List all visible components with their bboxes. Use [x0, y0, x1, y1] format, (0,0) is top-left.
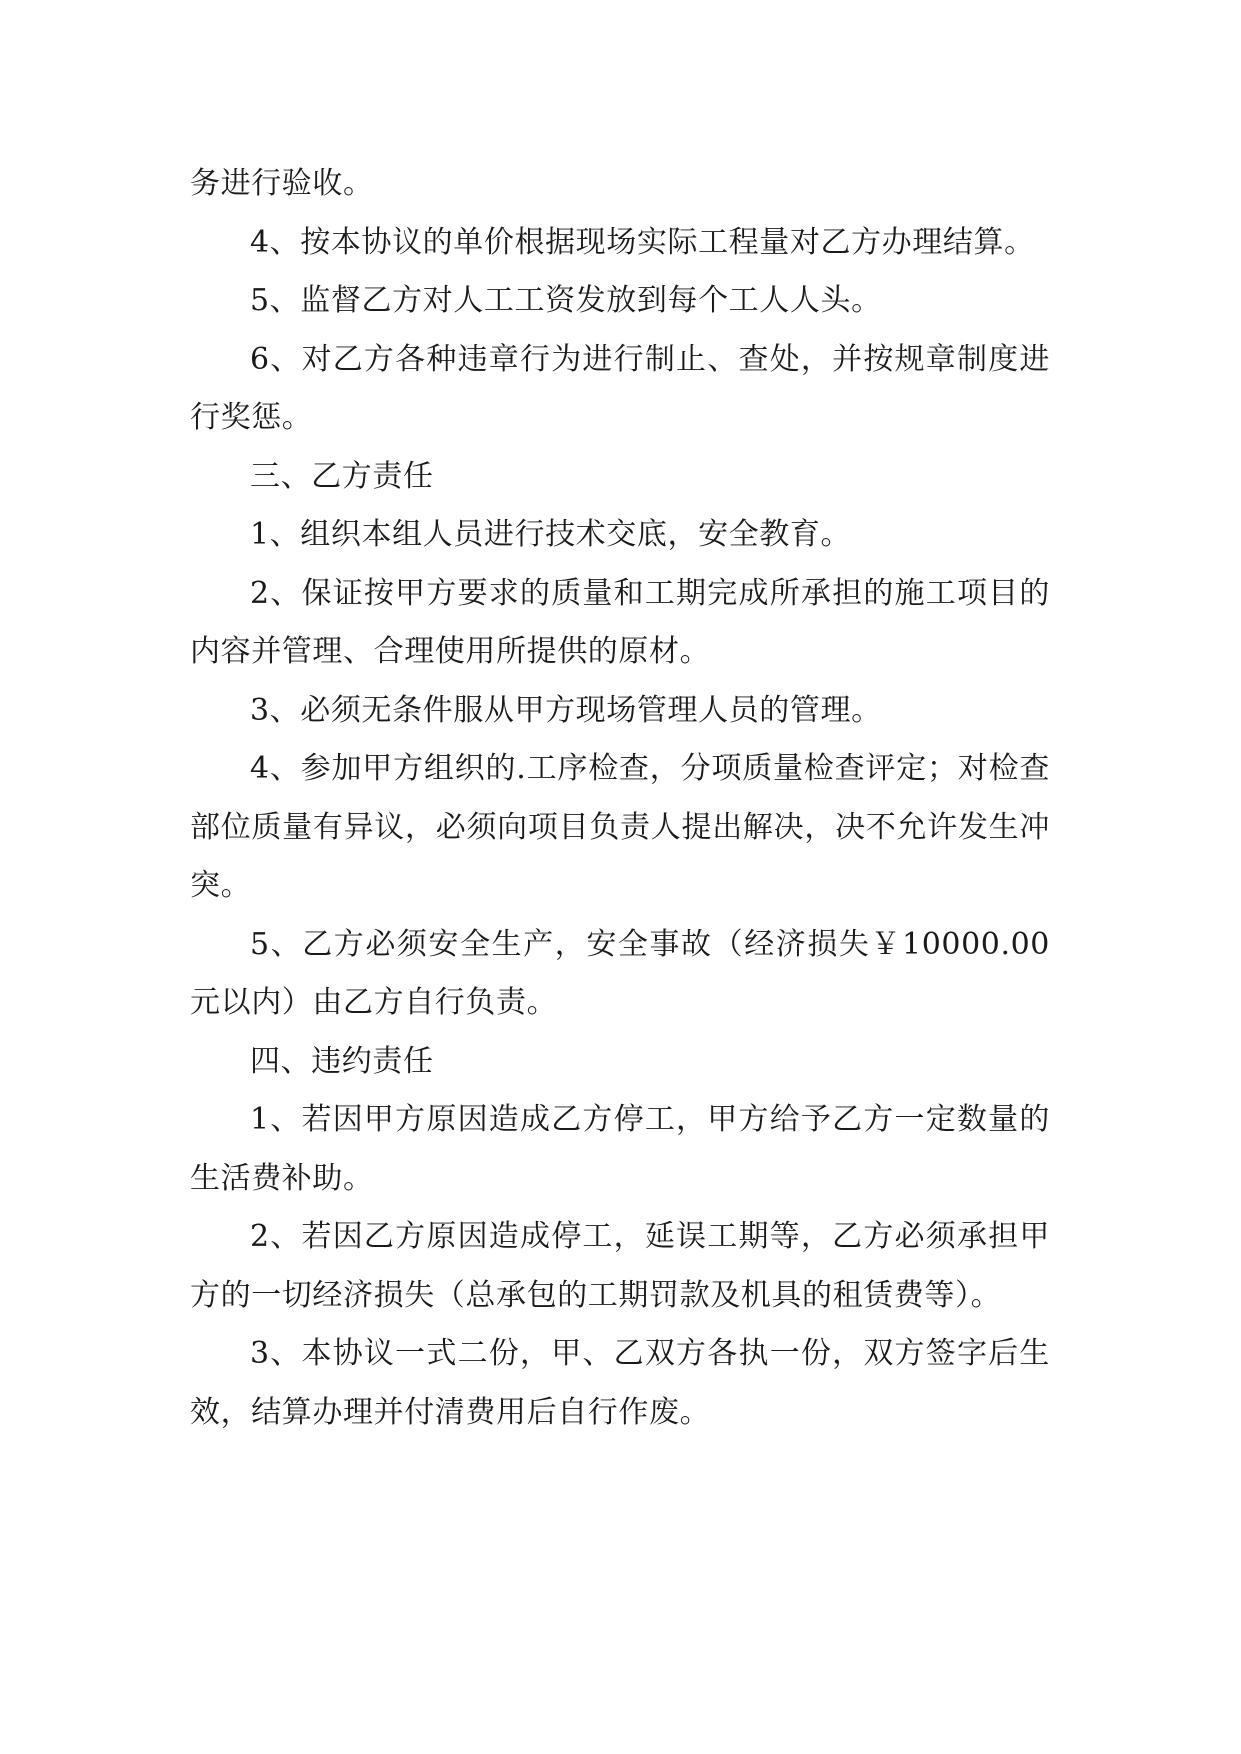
paragraph-item-6-violations: 6、对乙方各种违章行为进行制止、查处，并按规章制度进行奖惩。: [190, 341, 1050, 435]
paragraph-breach-item-1: 1、若因甲方原因造成乙方停工，甲方给予乙方一定数量的生活费补助。: [190, 1102, 1050, 1196]
paragraph-b-item-3: 3、必须无条件服从甲方现场管理人员的管理。: [250, 692, 882, 728]
section-heading-party-b-duties: 三、乙方责任: [250, 458, 434, 494]
paragraph-item-4-settlement: 4、按本协议的单价根据现场实际工程量对乙方办理结算。: [250, 224, 1035, 260]
paragraph-b-item-2: 2、保证按甲方要求的质量和工期完成所承担的施工项目的内容并管理、合理使用所提供的原材。: [190, 575, 1050, 669]
paragraph-b-item-5: 5、乙方必须安全生产，安全事故（经济损失￥10000.00元以内）由乙方自行负责。: [190, 926, 1050, 1020]
paragraph-breach-item-2: 2、若因乙方原因造成停工，延误工期等，乙方必须承担甲方的一切经济损失（总承包的工期罚款及机具的租赁费等）。: [190, 1219, 1050, 1313]
paragraph-breach-item-3: 3、本协议一式二份，甲、乙双方各执一份，双方签字后生效，结算办理并付清费用后自行作废。: [190, 1336, 1050, 1430]
paragraph-b-item-4: 4、参加甲方组织的.工序检查，分项质量检查评定；对检查部位质量有异议，必须向项目负责人提出解决，决不允许发生冲突。: [190, 751, 1050, 903]
paragraph-continuation: 务进行验收。: [190, 166, 374, 201]
paragraph-b-item-1: 1、组织本组人员进行技术交底，安全教育。: [250, 517, 852, 552]
paragraph-item-5-wages: 5、监督乙方对人工工资发放到每个工人人头。: [250, 283, 882, 318]
document-body: [190, 155, 1050, 1442]
section-heading-breach-liability: 四、违约责任: [250, 1043, 434, 1079]
